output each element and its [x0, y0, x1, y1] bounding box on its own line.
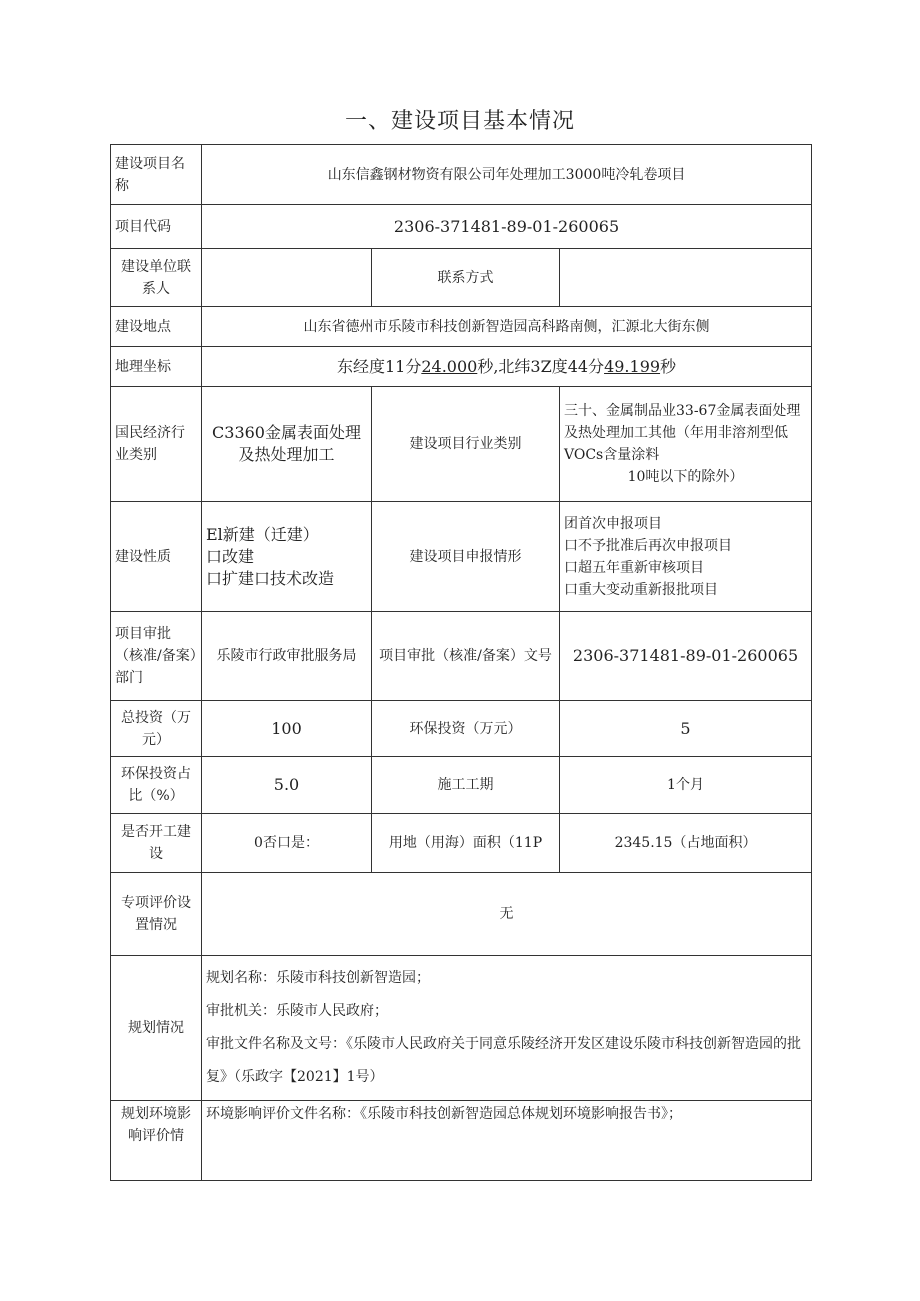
label-approval: 项目审批（核准/备案）部门: [111, 612, 202, 701]
value-started: 0否口是：: [202, 814, 372, 873]
label-industry-category: 建设项目行业类别: [372, 387, 560, 502]
label-eia: 规划环境影响评价情: [111, 1101, 202, 1181]
label-approval-doc: 项目审批（核准/备案）文号: [372, 612, 560, 701]
row-contact: [111, 249, 812, 307]
value-location: 山东省德州市乐陵市科技创新智造园高科路南侧，汇源北大街东侧: [202, 307, 812, 347]
label-env-investment: 环保投资（万元）: [372, 701, 560, 757]
label-investment: 总投资（万元）: [111, 701, 202, 757]
row-project-code: [111, 205, 812, 249]
row-industry: [111, 387, 812, 502]
label-contact-method: 联系方式: [372, 249, 560, 307]
value-approval: 乐陵市行政审批服务局: [202, 612, 372, 701]
row-started: [111, 814, 812, 873]
value-project-name: 山东信鑫钢材物资有限公司年处理加工3000吨冷轧卷项目: [202, 145, 812, 205]
value-eia: 环境影响评价文件名称：《乐陵市科技创新智造园总体规划环境影响报告书》；: [202, 1101, 812, 1181]
page-title: 一、建设项目基本情况: [344, 109, 575, 134]
value-industry: C3360金属表面处理及热处理加工: [202, 387, 372, 502]
row-special-assessment: [111, 873, 812, 956]
value-ratio: 5.0: [202, 757, 372, 814]
planning-line: 审批机关：乐陵市人民政府；: [206, 1003, 388, 1019]
value-special-assessment: 无: [202, 873, 812, 956]
label-industry: 国民经济行业类别: [111, 387, 202, 502]
label-construction-period: 施工工期: [372, 757, 560, 814]
planning-line: 审批文件名称及文号：《乐陵市人民政府关于同意乐陵经济开发区建设乐陵市科技创新智造园的批复》（乐政字【2021】1号）: [206, 1036, 801, 1085]
label-coordinates: 地理坐标: [111, 347, 202, 387]
declare-option: 口重大变动重新报批项目: [564, 581, 718, 598]
row-approval: [111, 612, 812, 701]
row-location: [111, 307, 812, 347]
coord-lat-seconds: 49.199: [604, 356, 661, 376]
label-contact: 建设单位联系人: [111, 249, 202, 307]
value-env-investment: 5: [560, 701, 812, 757]
value-planning: [202, 956, 812, 1101]
label-land-area: 用地（用海）面积（11P: [372, 814, 560, 873]
nature-option-rebuild: 口改建: [206, 546, 255, 566]
value-contact-method: [560, 249, 812, 307]
value-approval-doc: 2306-371481-89-01-260065: [560, 612, 812, 701]
coord-suffix: 秒: [660, 356, 677, 376]
row-nature: [111, 502, 812, 612]
label-started: 是否开工建设: [111, 814, 202, 873]
declare-option: 团首次申报项目: [564, 515, 662, 532]
value-land-area: 2345.15（占地面积）: [560, 814, 812, 873]
planning-line: 规划名称：乐陵市科技创新智造园；: [206, 970, 430, 986]
value-construction-period: 1个月: [560, 757, 812, 814]
nature-option-expand: 口扩建口技术改造: [206, 568, 335, 588]
value-industry-category: [560, 387, 812, 502]
label-project-name: 建设项目名称: [111, 145, 202, 205]
industry-category-line: 10吨以下的除外）: [627, 469, 744, 485]
coord-mid: 秒,北纬3Z度44分: [477, 356, 605, 376]
label-nature: 建设性质: [111, 502, 202, 612]
value-coordinates: [202, 347, 812, 387]
row-planning: [111, 956, 812, 1101]
value-contact: [202, 249, 372, 307]
label-planning: 规划情况: [111, 956, 202, 1101]
value-declare: [560, 502, 812, 612]
industry-category-line: 三十、金属制品业33-67金属表面处理及热处理加工其他（年用非溶剂型低VOCs含量涂料: [564, 403, 801, 463]
nature-option-new: El新建（迁建）: [206, 524, 319, 544]
coord-lon-seconds: 24.000: [421, 356, 478, 376]
row-eia: [111, 1101, 812, 1181]
row-project-name: [111, 145, 812, 205]
declare-option: 口超五年重新审核项目: [564, 559, 704, 576]
value-investment: 100: [202, 701, 372, 757]
row-ratio: [111, 757, 812, 814]
value-nature: [202, 502, 372, 612]
row-coordinates: [111, 347, 812, 387]
label-project-code: 项目代码: [111, 205, 202, 249]
label-declare: 建设项目申报情形: [372, 502, 560, 612]
label-ratio: 环保投资占比（%）: [111, 757, 202, 814]
value-project-code: 2306-371481-89-01-260065: [202, 205, 812, 249]
coord-prefix: 东经度11分: [336, 356, 422, 376]
label-location: 建设地点: [111, 307, 202, 347]
project-info-table: [110, 144, 812, 1181]
label-special-assessment: 专项评价设置情况: [111, 873, 202, 956]
declare-option: 口不予批准后再次申报项目: [564, 537, 732, 554]
row-investment: [111, 701, 812, 757]
